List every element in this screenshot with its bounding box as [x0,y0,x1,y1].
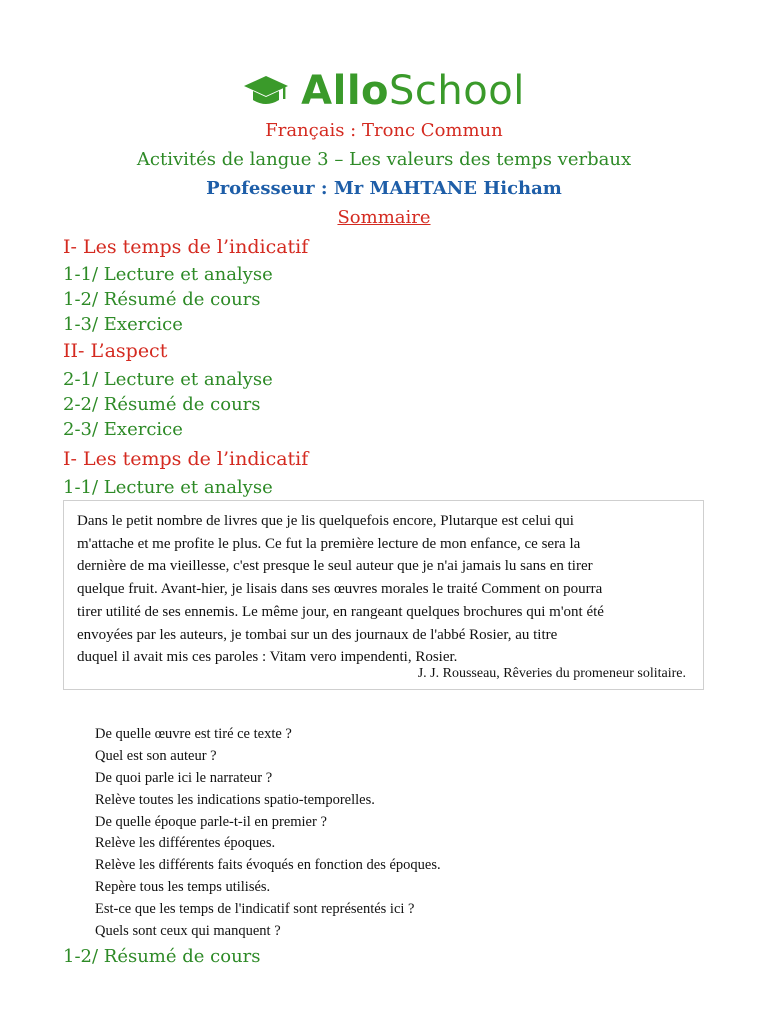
subsection-title: 1-1/ Lecture et analyse [63,477,273,498]
section-title: I- Les temps de l’indicatif [63,448,309,470]
reading-passage [63,500,704,690]
summary-item: 1-2/ Résumé de cours [63,289,261,310]
activity-title: Activités de langue 3 – Les valeurs des temps verbaux [136,149,632,170]
passage-line: envoyées par les auteurs, je tombai sur un des journaux de l'abbé Rosier, au titre [77,626,558,643]
subject-title: Français : Tronc Commun [265,120,503,141]
summary-part2: II- L’aspect [63,340,168,362]
summary-item: 2-2/ Résumé de cours [63,394,261,415]
passage-line: Dans le petit nombre de livres que je lis quelquefois encore, Plutarque est celui qui [77,513,574,529]
passage-line: duquel il avait mis ces paroles : Vitam vero impendenti, Rosier. [77,649,458,666]
summary-item: 1-3/ Exercice [63,314,183,335]
teacher-name: Professeur : Mr MAHTANE Hicham [206,178,562,199]
subsection-title: 1-2/ Résumé de cours [63,946,261,967]
passage-line: tirer utilité de ses ennemis. Le même jour, en rangeant quelques brochures qui m'ont été [77,603,604,620]
graduation-cap-icon [243,74,289,108]
alloschool-logo [0,66,768,116]
summary-item: 1-1/ Lecture et analyse [63,264,273,285]
summary-item: 2-1/ Lecture et analyse [63,369,273,390]
summary-part1: I- Les temps de l’indicatif [63,236,309,258]
passage-credit: J. J. Rousseau, Rêveries du promeneur solitaire. [417,666,686,681]
passage-line: dernière de ma vieillesse, c'est presque le seul auteur que je n'ai jamais lu sans en tirer [77,558,593,575]
summary-item: 2-3/ Exercice [63,419,183,440]
passage-line: quelque fruit. Avant-hier, je lisais dans ses œuvres morales le traité Comment on pourra [77,581,603,598]
summary-title: Sommaire [337,207,431,228]
passage-line: m'attache et me profite le plus. Ce fut la première lecture de mon enfance, ce sera la [77,535,581,552]
logo-text: AlloSchool [301,68,525,114]
